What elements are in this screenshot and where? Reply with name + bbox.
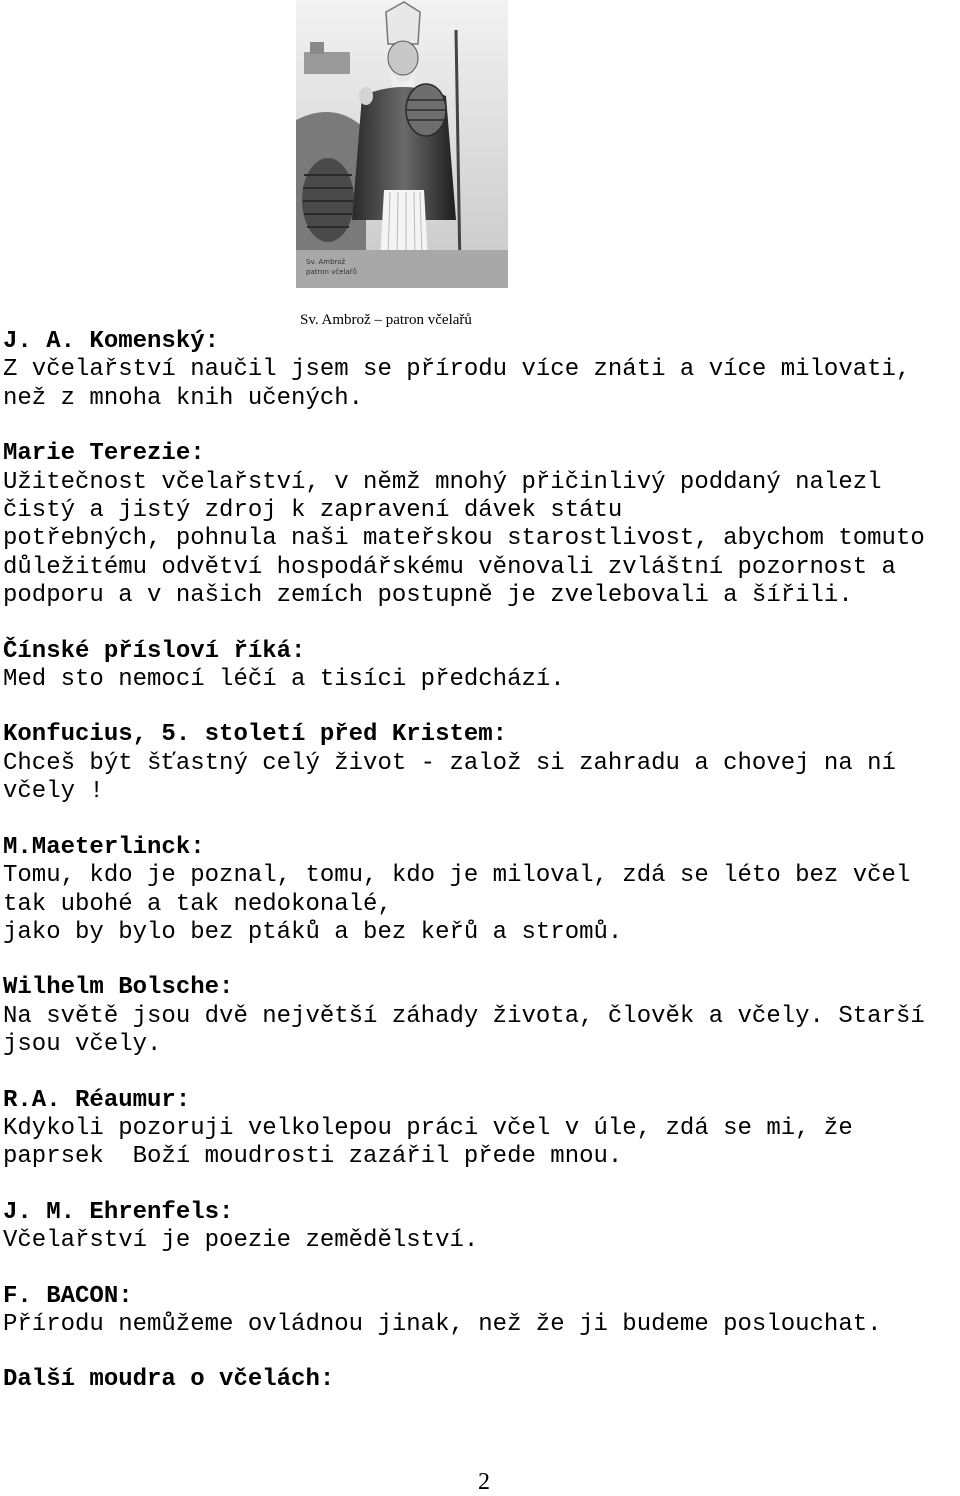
more-wisdom-heading (3, 1366, 958, 1394)
quote-line: Kdykoli pozoruji velkolepou práci včel v úle, zdá se mi, že (3, 1114, 853, 1142)
quote-line: Med sto nemocí léčí a tisíci předchází. (3, 666, 565, 694)
quote-line: včely ! (3, 778, 104, 806)
quote-line: potřebných, pohnula naši mateřskou starostlivost, abychom tomuto (3, 525, 925, 553)
quote-line: čistý a jistý zdroj k zapravení dávek státu (3, 497, 623, 525)
section-heading: Další moudra o včelách: (3, 1366, 335, 1394)
quote-author: J. M. Ehrenfels: (3, 1198, 234, 1226)
quote-line: jsou včely. (3, 1031, 162, 1059)
quote-line: Tomu, kdo je poznal, tomu, kdo je miloval, zdá se léto bez včel (3, 862, 911, 890)
quote-author: F. BACON: (3, 1282, 133, 1310)
quote-line: tak ubohé a tak nedokonalé, (3, 890, 392, 918)
quote-line: podporu a v našich zemích postupně je zvelebovali a šířili. (3, 582, 853, 610)
quote-reaumur (3, 1087, 958, 1172)
quote-konfucius (3, 721, 958, 806)
quote-bolsche (3, 974, 958, 1059)
quote-marie-terezie (3, 440, 958, 610)
quote-komensky (3, 328, 958, 413)
quote-bacon (3, 1283, 958, 1340)
quote-author: J. A. Komenský: (3, 328, 220, 355)
quote-line: Užitečnost včelařství, v němž mnohý přičinlivý poddaný nalezl (3, 468, 882, 496)
quote-chinese-proverb (3, 638, 958, 695)
quote-ehrenfels (3, 1199, 958, 1256)
quote-line: jako by bylo bez ptáků a bez keřů a stromů. (3, 918, 623, 946)
page-number: 2 (478, 1469, 490, 1495)
saint-ambrose-image (296, 0, 508, 288)
image-overlay-text-1: Sv. Ambrož (306, 258, 346, 266)
quote-author: Čínské přísloví říká: (3, 637, 306, 665)
quote-author: Wilhelm Bolsche: (3, 974, 234, 1002)
quote-line: než z mnoha knih učených. (3, 384, 364, 412)
quote-line: Přírodu nemůžeme ovládnou jinak, než že ji budeme poslouchat. (3, 1310, 882, 1338)
quote-author: Konfucius, 5. století před Kristem: (3, 721, 508, 749)
quote-line: paprsek Boží moudrosti zazářil přede mnou. (3, 1143, 623, 1171)
quote-maeterlinck (3, 834, 958, 948)
quote-author: R.A. Réaumur: (3, 1086, 191, 1114)
quote-line: Chceš být šťastný celý život - založ si zahradu a chovej na ní (3, 749, 896, 777)
quote-line: důležitému odvětví hospodářskému věnovali zvláštní pozornost a (3, 553, 896, 581)
quotes-list (3, 328, 958, 1422)
quote-author: M.Maeterlinck: (3, 833, 205, 861)
quote-line: Na světě jsou dvě největší záhady života, člověk a včely. Starší (3, 1002, 925, 1030)
image-caption: Sv. Ambrož – patron včelařů (300, 312, 472, 328)
quote-line: Z včelařství naučil jsem se přírodu více znáti a více milovati, (3, 356, 911, 384)
quote-author: Marie Terezie: (3, 440, 205, 468)
quote-line: Včelařství je poezie zemědělství. (3, 1227, 479, 1255)
image-overlay-text-2: patron včelařů (306, 268, 357, 276)
